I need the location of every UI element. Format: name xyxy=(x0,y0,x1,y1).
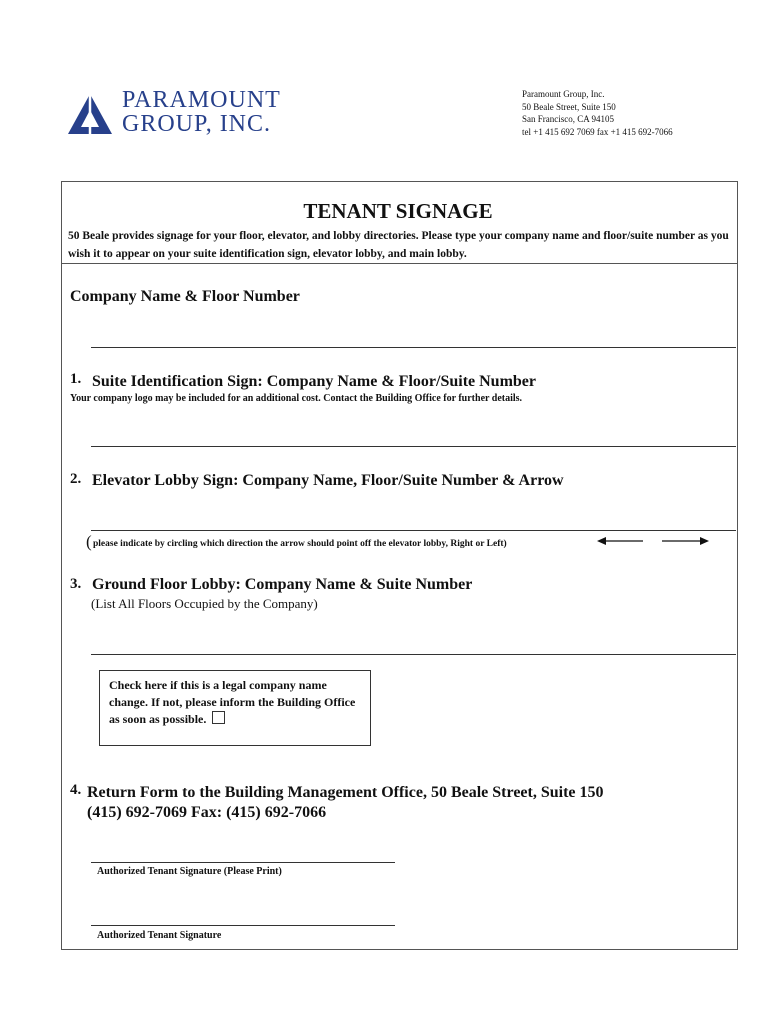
section-4-phone: (415) 692-7069 Fax: (415) 692-7066 xyxy=(87,804,327,821)
address-phone: tel +1 415 692 7069 fax +1 415 692-7066 xyxy=(522,126,673,137)
signature-print-field[interactable] xyxy=(91,862,395,863)
elevator-sign-field[interactable] xyxy=(91,530,736,531)
suite-sign-field[interactable] xyxy=(91,446,736,447)
triangle-logo-icon xyxy=(66,92,114,136)
address-city: San Francisco, CA 94105 xyxy=(522,114,614,124)
lobby-sign-field[interactable] xyxy=(91,654,736,655)
section-1-note: Your company logo may be included for an additional cost. Contact the Building Office for further details. xyxy=(70,393,523,404)
form-title: TENANT SIGNAGE xyxy=(303,199,493,223)
address-company: Paramount Group, Inc. xyxy=(522,89,605,99)
company-logo xyxy=(66,88,306,140)
logo-line-1: PARAMOUNT xyxy=(122,87,281,113)
section-3-sub: (List All Floors Occupied by the Company) xyxy=(91,596,318,611)
legal-change-label: Check here if this is a legal company name change. If not, please inform the Building Office as soon as possible. xyxy=(109,678,356,726)
section-2-number: 2. xyxy=(70,471,82,487)
section-4-number: 4. xyxy=(70,782,82,798)
logo-line-2: GROUP, INC. xyxy=(122,111,272,137)
legal-change-checkbox[interactable] xyxy=(212,711,225,724)
intro-divider xyxy=(61,263,738,264)
section-3-number: 3. xyxy=(70,576,82,592)
section-2-note: please indicate by circling which direction the arrow should point off the elevator lobby, Right or Left) xyxy=(93,539,507,549)
address-street: 50 Beale Street, Suite 150 xyxy=(522,101,616,112)
section-2-paren: ( xyxy=(86,532,92,551)
address-block xyxy=(522,88,673,138)
signature-field[interactable] xyxy=(91,925,395,926)
form-intro: 50 Beale provides signage for your floor, elevator, and lobby directories. Please type your company name and floor/suite number as you wish it to appear on your suite identification sign, elevator lobby, and main lobby. xyxy=(68,230,729,260)
section-4-label: Return Form to the Building Management Office, 50 Beale Street, Suite 150 xyxy=(87,784,604,801)
legal-change-text xyxy=(109,677,367,728)
section-1-label: Suite Identification Sign: Company Name & Floor/Suite Number xyxy=(92,373,536,390)
section-2-label: Elevator Lobby Sign: Company Name, Floor/Suite Number & Arrow xyxy=(92,472,564,489)
signature-label: Authorized Tenant Signature xyxy=(97,930,222,941)
section-3-label: Ground Floor Lobby: Company Name & Suite Number xyxy=(92,576,473,593)
left-arrow-icon[interactable] xyxy=(597,535,645,547)
signature-print-label: Authorized Tenant Signature (Please Print) xyxy=(97,866,282,877)
company-name-label: Company Name & Floor Number xyxy=(70,288,300,305)
section-1-number: 1. xyxy=(70,371,82,387)
right-arrow-icon[interactable] xyxy=(660,535,710,547)
company-name-field[interactable] xyxy=(91,347,736,348)
